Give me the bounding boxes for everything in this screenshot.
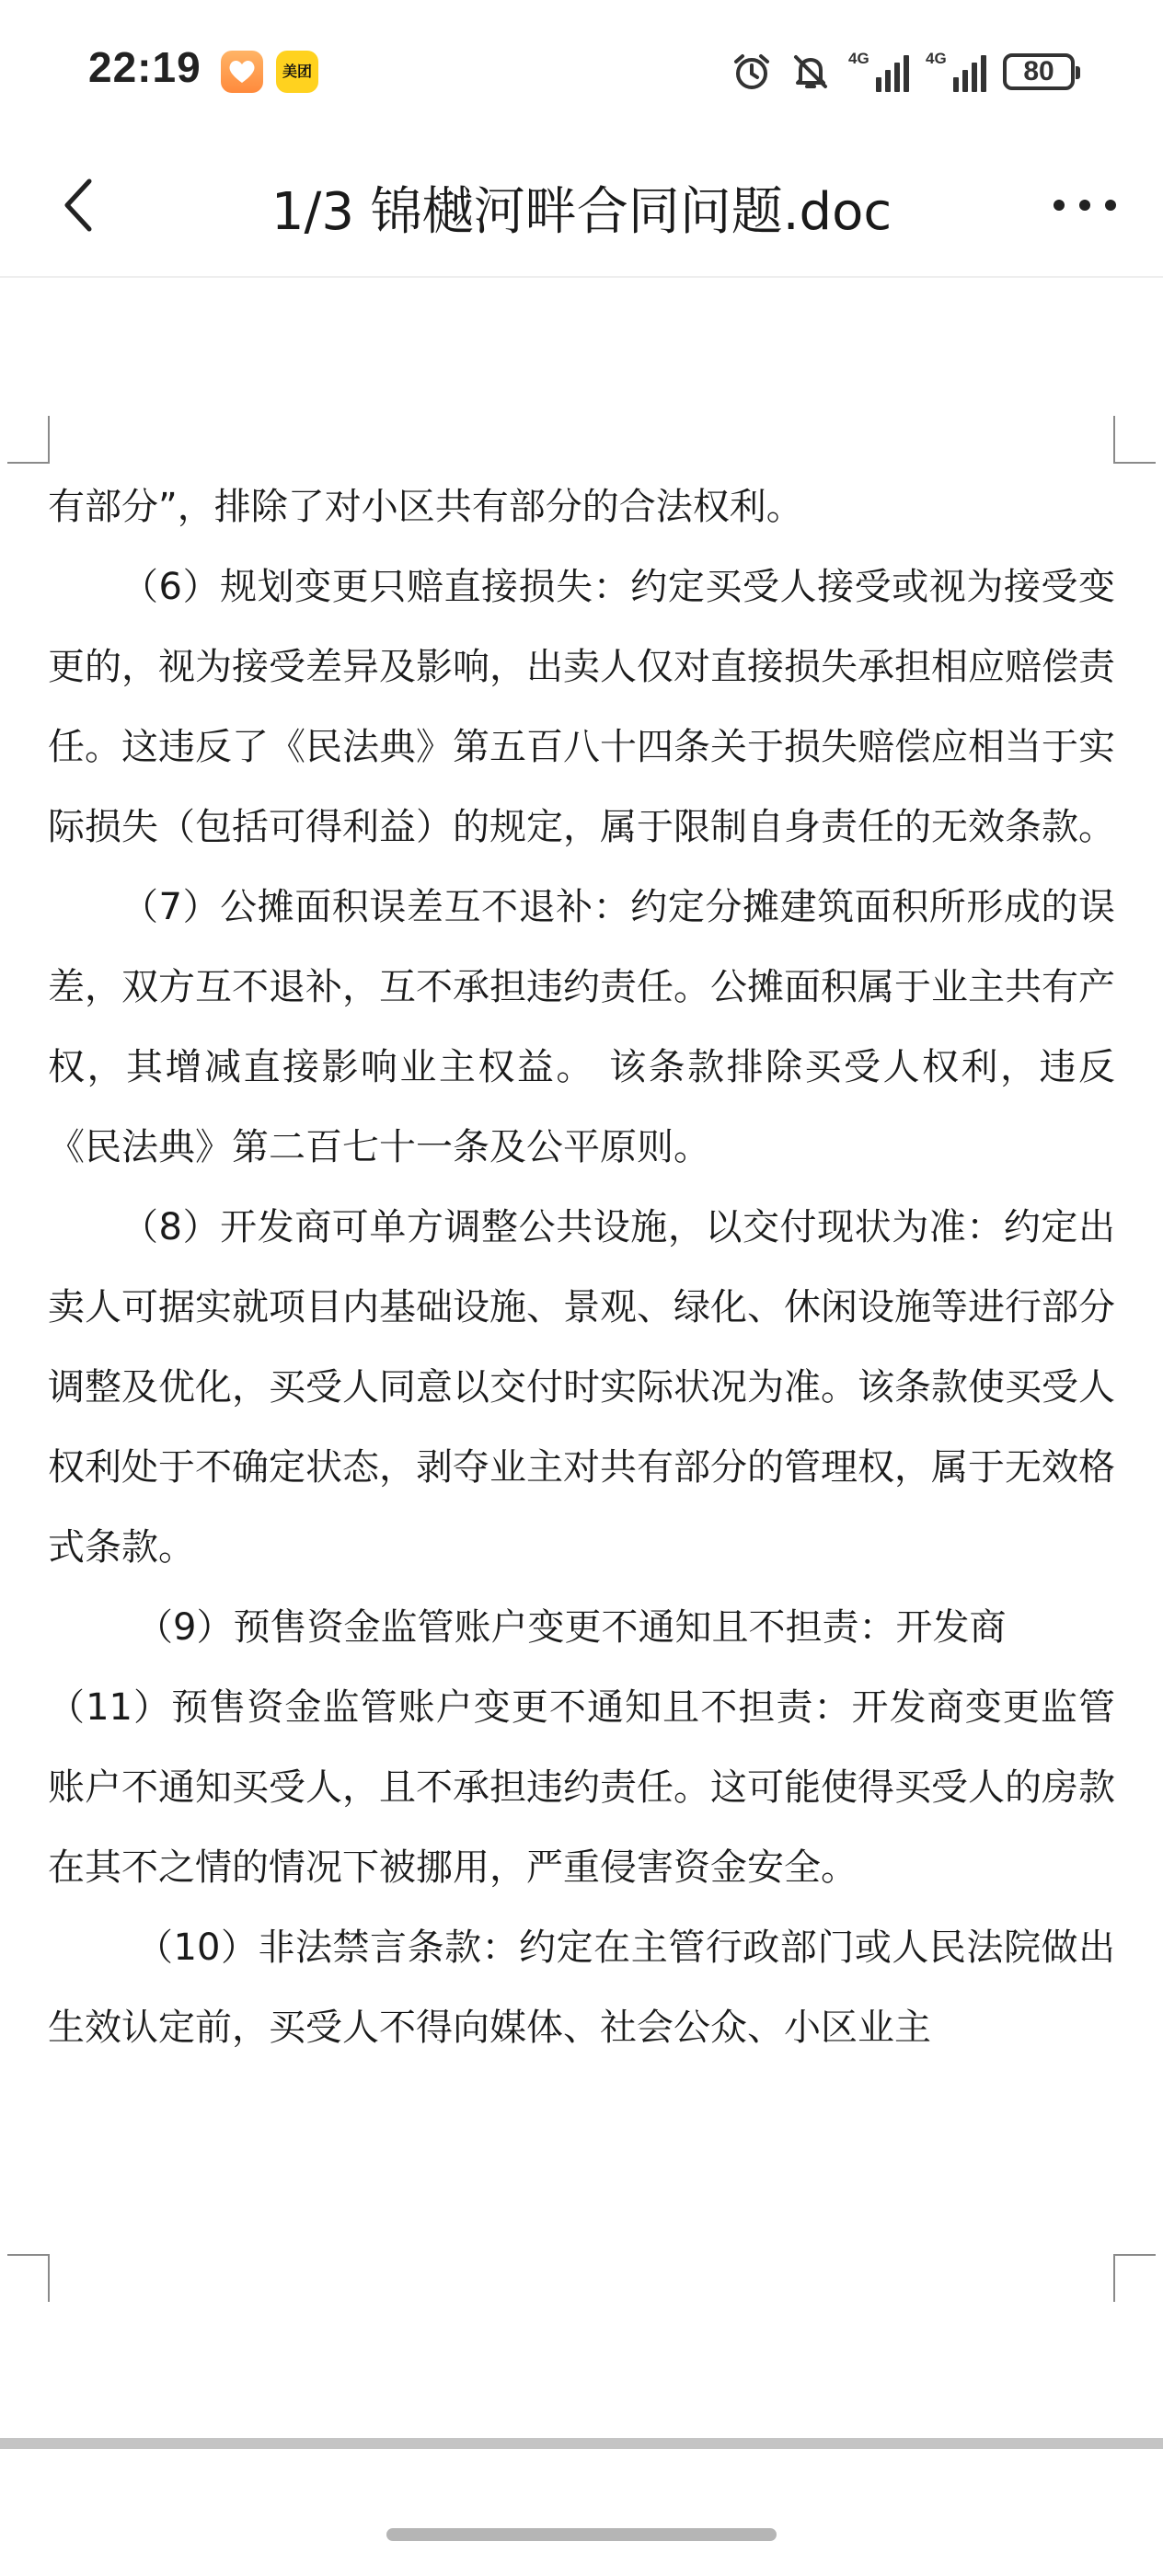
- horizontal-scrollbar[interactable]: [0, 2438, 1163, 2449]
- health-app-icon: [221, 51, 263, 93]
- network-label: 4G: [848, 50, 869, 67]
- back-button[interactable]: [46, 173, 110, 237]
- battery-icon: [1003, 53, 1075, 90]
- page-corner-mark: [1113, 2254, 1156, 2302]
- paragraph: （9）预售资金监管账户变更不通知且不担责：开发商: [136, 1606, 1007, 1649]
- mute-icon: [789, 51, 832, 93]
- page-corner-mark: [7, 2254, 50, 2302]
- alarm-icon: [731, 51, 773, 93]
- document-title: 1/3 锦樾河畔合同问题.doc: [271, 182, 892, 242]
- home-indicator[interactable]: [386, 2528, 777, 2541]
- paragraph: （6）规划变更只赔直接损失：约定买受人接受或视为接受变更的，视为接受差异及影响，出卖人仅对直接损失承担相应赔偿责任。这违反了《民法典》第五百八十四条关于损失赔偿应相当于实际损失（包括可得利益）的规定，属于限制自身责任的无效条款。: [48, 566, 1115, 848]
- more-dots-icon: [1053, 199, 1117, 212]
- paragraph: （11）预售资金监管账户变更不通知且不担责：开发商变更监管账户不通知买受人，且不承担违约责任。这可能使得买受人的房款在其不之情的情况下被挪用，严重侵害资金安全。: [48, 1686, 1115, 1889]
- page-corner-mark: [1113, 416, 1156, 464]
- chevron-left-icon: [60, 176, 97, 235]
- signal-icon: [848, 52, 909, 92]
- status-icons: [731, 46, 1075, 98]
- paragraph: 有部分”，排除了对小区共有部分的合法权利。: [48, 486, 803, 528]
- document-body: [48, 467, 1115, 2068]
- signal-icon: [926, 52, 986, 92]
- network-label: 4G: [926, 50, 947, 67]
- status-bar: [0, 0, 1163, 138]
- status-time: 22:19: [88, 43, 202, 91]
- battery-level: 80: [1023, 56, 1054, 86]
- paragraph: （8）开发商可单方调整公共设施，以交付现状为准：约定出卖人可据实就项目内基础设施、景观、绿化、休闲设施等进行部分调整及优化，买受人同意以交付时实际状况为准。该条款使买受人权利处于不确定状态，剥夺业主对共有部分的管理权，属于无效格式条款。: [48, 1206, 1115, 1569]
- paragraph: （10）非法禁言条款：约定在主管行政部门或人民法院做出生效认定前，买受人不得向媒体、社会公众、小区业主: [48, 1926, 1115, 2049]
- meituan-app-icon: 美团: [276, 51, 318, 93]
- paragraph: （7）公摊面积误差互不退补：约定分摊建筑面积所形成的误差，双方互不退补，互不承担违约责任。公摊面积属于业主共有产权，其增减直接影响业主权益。 该条款排除买受人权利，违反《民法典》第二百七十一条及公平原则。: [48, 886, 1115, 1168]
- title-bar: [0, 138, 1163, 278]
- more-options-button[interactable]: [1043, 173, 1126, 237]
- page-corner-mark: [7, 416, 50, 464]
- document-page[interactable]: [0, 278, 1163, 2438]
